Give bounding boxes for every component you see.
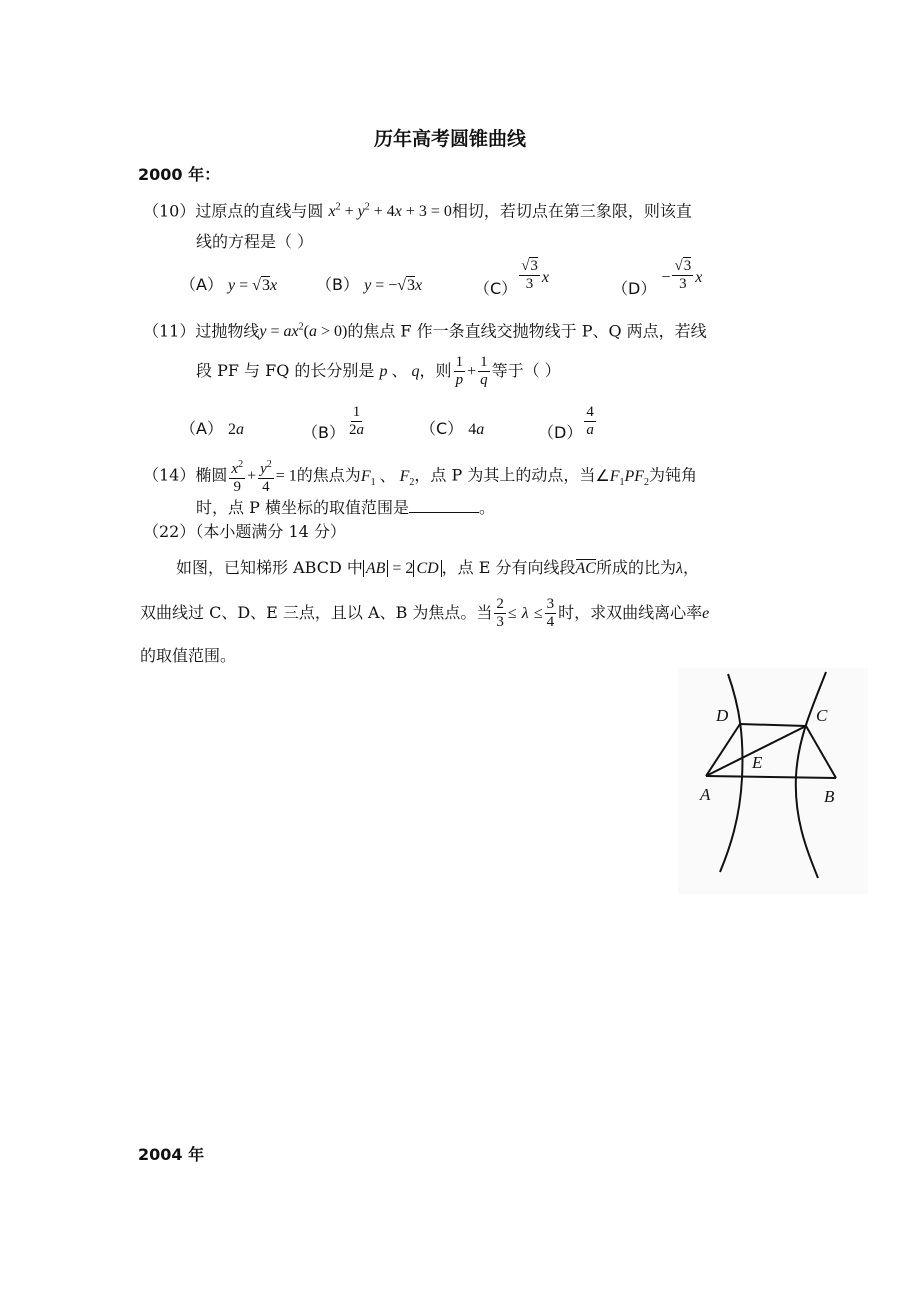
- segment-vars: p 、 q: [379, 363, 420, 380]
- year-heading-2000: 2000 年：: [138, 165, 221, 184]
- question-22-line-3: 的取值范围。: [140, 646, 237, 665]
- segment-dc: [740, 724, 806, 726]
- option-b-expr: $\frac{1}{2a}$: [348, 404, 364, 438]
- question-14-line-2: 时，点 P 横坐标的取值范围是 。: [196, 498, 495, 517]
- label-e: E: [752, 753, 763, 772]
- label-d: D: [716, 706, 729, 725]
- circle-equation: $x^2 + y^2 + 4x + 3 = 0$: [328, 202, 452, 221]
- parabola-equation: $y = ax^2(a > 0)$: [259, 322, 348, 341]
- angle: $\angle F_1PF_2$: [595, 467, 650, 488]
- lambda-range: $\frac{2}{3}$: [496, 596, 504, 630]
- option-a-expr: y = √3x: [228, 277, 278, 294]
- question-10-line-1: （10）过原点的直线与圆 $x^2 + y^2 + 4x + 3 = 0$相切，若切点在第三象限，则该直: [143, 201, 692, 221]
- question-number: （10）: [143, 201, 196, 221]
- vector-ac: AC: [575, 560, 596, 577]
- answer-blank: [409, 498, 479, 513]
- question-10-line-2: 线的方程是（ ）: [196, 232, 314, 251]
- question-10-options: （A） y = √3x （B） y = −√3x （C） $\frac{√3}{3}$ x （D） − $\frac{√3}{3}$ x: [180, 258, 703, 298]
- reciprocal-sum: $\frac{1}{p}$: [455, 354, 464, 388]
- label-c: C: [816, 706, 828, 725]
- option-d-expr: $\frac{4}{a}$: [586, 404, 594, 438]
- question-11-options: （A） 2a （B） $\frac{1}{2a}$ （C） 4a （D） $\frac{4}{a}$: [180, 404, 594, 442]
- segment-bc: [806, 726, 836, 778]
- right-hyperbola-branch: [796, 672, 826, 878]
- question-11-line-2: 段 PF 与 FQ 的长分别是 p 、 q，则 $\frac{1}{p}$ + $\frac{1}{q}$ 等于（ ）: [196, 354, 561, 388]
- trapezoid-condition: AB = 2 CD: [363, 560, 442, 577]
- question-22-line-2: 双曲线过 C、D、E 三点，且以 A、B 为焦点。当 $\frac{2}{3}$ ≤ λ ≤ $\frac{3}{4}$ 时，求双曲线离心率e: [140, 596, 710, 630]
- question-14-line-1: （14）椭圆 $\frac{x^2}{9}$ + $\frac{y^2}{4}$ = 1的焦点为$F_1$ 、 $F_2$，点 P 为其上的动点，当$\angle F_1PF_2$为钝角: [143, 456, 697, 496]
- segment-ab: [706, 776, 836, 778]
- option-c-expr: 4a: [468, 421, 485, 438]
- year-heading-2004: 2004 年: [138, 1145, 205, 1164]
- figure-svg: [678, 668, 868, 894]
- hyperbola-trapezoid-figure: [678, 668, 868, 894]
- foci: $F_1$ 、 $F_2$: [360, 467, 415, 488]
- question-11-line-1: （11）过抛物线$y = ax^2(a > 0)$的焦点 F 作一条直线交抛物线于 P、Q 两点，若线: [143, 321, 707, 341]
- option-b-expr: y = −√3x: [364, 277, 423, 294]
- question-22-header: （22）（本小题满分 14 分）: [143, 522, 346, 541]
- option-d-expr: $\frac{√3}{3}$: [674, 258, 692, 292]
- label-b: B: [824, 787, 835, 806]
- left-hyperbola-branch: [720, 674, 742, 872]
- ellipse-equation: $\frac{x^2}{9}$: [229, 456, 245, 496]
- question-22-line-1: 如图，已知梯形 ABCD 中 AB = 2 CD ，点 E 分有向线段AC所成的比为λ，: [176, 558, 699, 577]
- label-a: A: [700, 785, 711, 804]
- option-a-expr: 2a: [228, 421, 245, 438]
- option-c-expr: $\frac{√3}{3}$: [521, 258, 538, 292]
- page-title: 历年高考圆锥曲线: [374, 128, 527, 150]
